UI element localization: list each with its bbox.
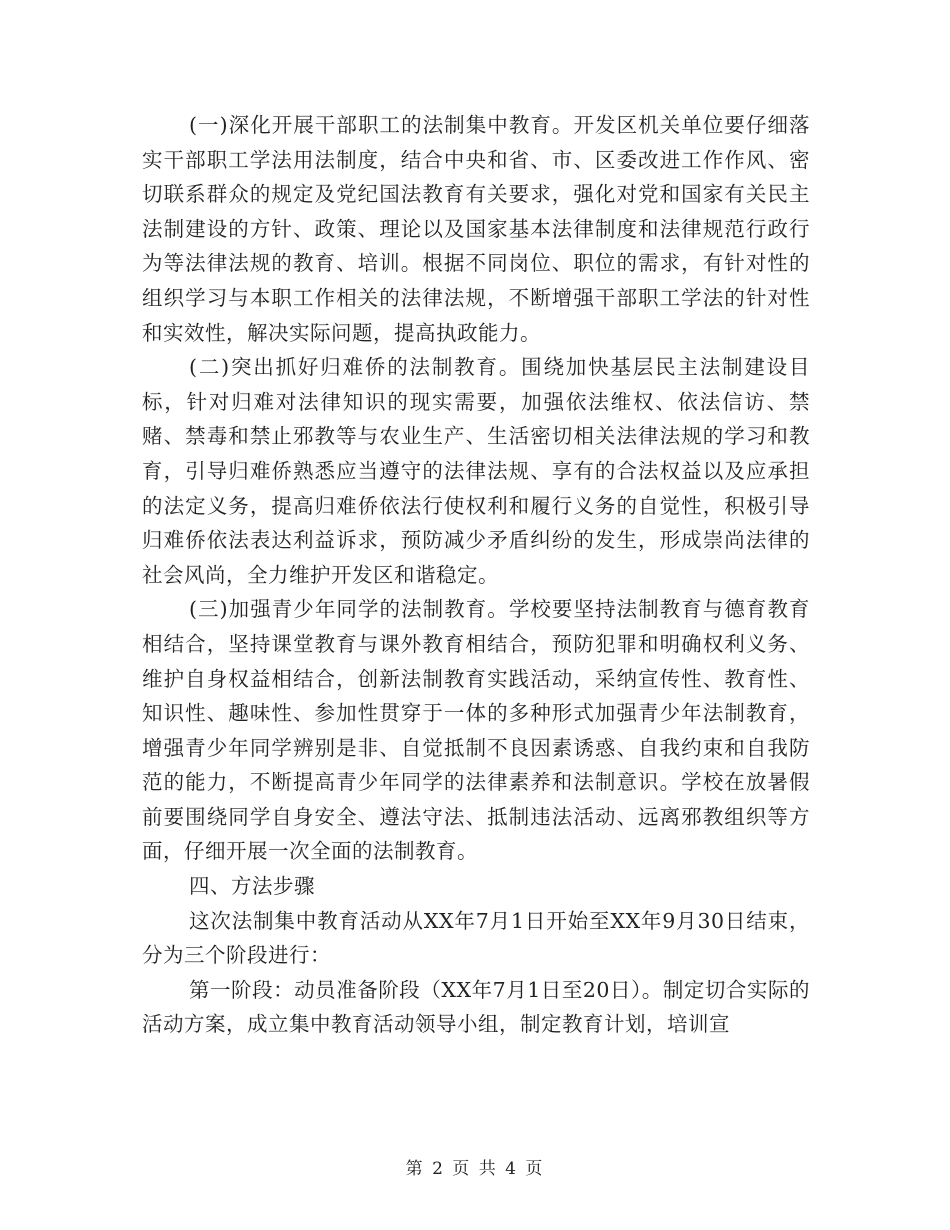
paragraph-returned-overseas-chinese: (二)突出抓好归难侨的法制教育。围绕加快基层民主法制建设目标，针对归难对法律知识的现实需要，加强依法维权、依法信访、禁赌、禁毒和禁止邪教等与农业生产、生活密切相关法律法规的学习和教育，引导归难侨熟悉应当遵守的法律法规、享有的合法权益以及应承担的法定义务，提高归难侨依法行使权利和履行义务的自觉性，积极引导归难侨依法表达利益诉求，预防减少矛盾纠纷的发生，形成崇尚法律的社会风尚，全力维护开发区和谐稳定。 xyxy=(142,355,810,587)
section-heading-methods: 四、方法步骤 xyxy=(189,874,315,899)
document-body xyxy=(142,108,810,1042)
paragraph-cadre-education: (一)深化开展干部职工的法制集中教育。开发区机关单位要仔细落实干部职工学法用法制度，结合中央和省、市、区委改进工作作风、密切联系群众的规定及党纪国法教育有关要求，强化对党和国家有关民主法制建设的方针、政策、理论以及国家基本法律制度和法律规范行政行为等法律法规的教育、培训。根据不同岗位、职位的需求，有针对性的组织学习与本职工作相关的法律法规，不断增强干部职工学法的针对性和实效性，解决实际问题，提高执政能力。 xyxy=(142,113,810,345)
paragraph-timeline: 这次法制集中教育活动从XX年7月1日开始至XX年9月30日结束，分为三个阶段进行： xyxy=(142,908,810,968)
paragraph-phase-one: 第一阶段：动员准备阶段（XX年7月1日至20日）。制定切合实际的活动方案，成立集中教育活动领导小组，制定教育计划，培训宣 xyxy=(142,977,810,1037)
paragraph-youth-education: (三)加强青少年同学的法制教育。学校要坚持法制教育与德育教育相结合，坚持课堂教育与课外教育相结合，预防犯罪和明确权利义务、维护自身权益相结合，创新法制教育实践活动，采纳宣传性、教育性、知识性、趣味性、参加性贯穿于一体的多种形式加强青少年法制教育，增强青少年同学辨别是非、自觉抵制不良因素诱惑、自我约束和自我防范的能力，不断提高青少年同学的法律素养和法制意识。学校在放暑假前要围绕同学自身安全、遵法守法、抵制违法活动、远离邪教组织等方面，仔细开展一次全面的法制教育。 xyxy=(142,597,810,864)
page-number-footer: 第 2 页 共 4 页 xyxy=(405,1159,545,1179)
